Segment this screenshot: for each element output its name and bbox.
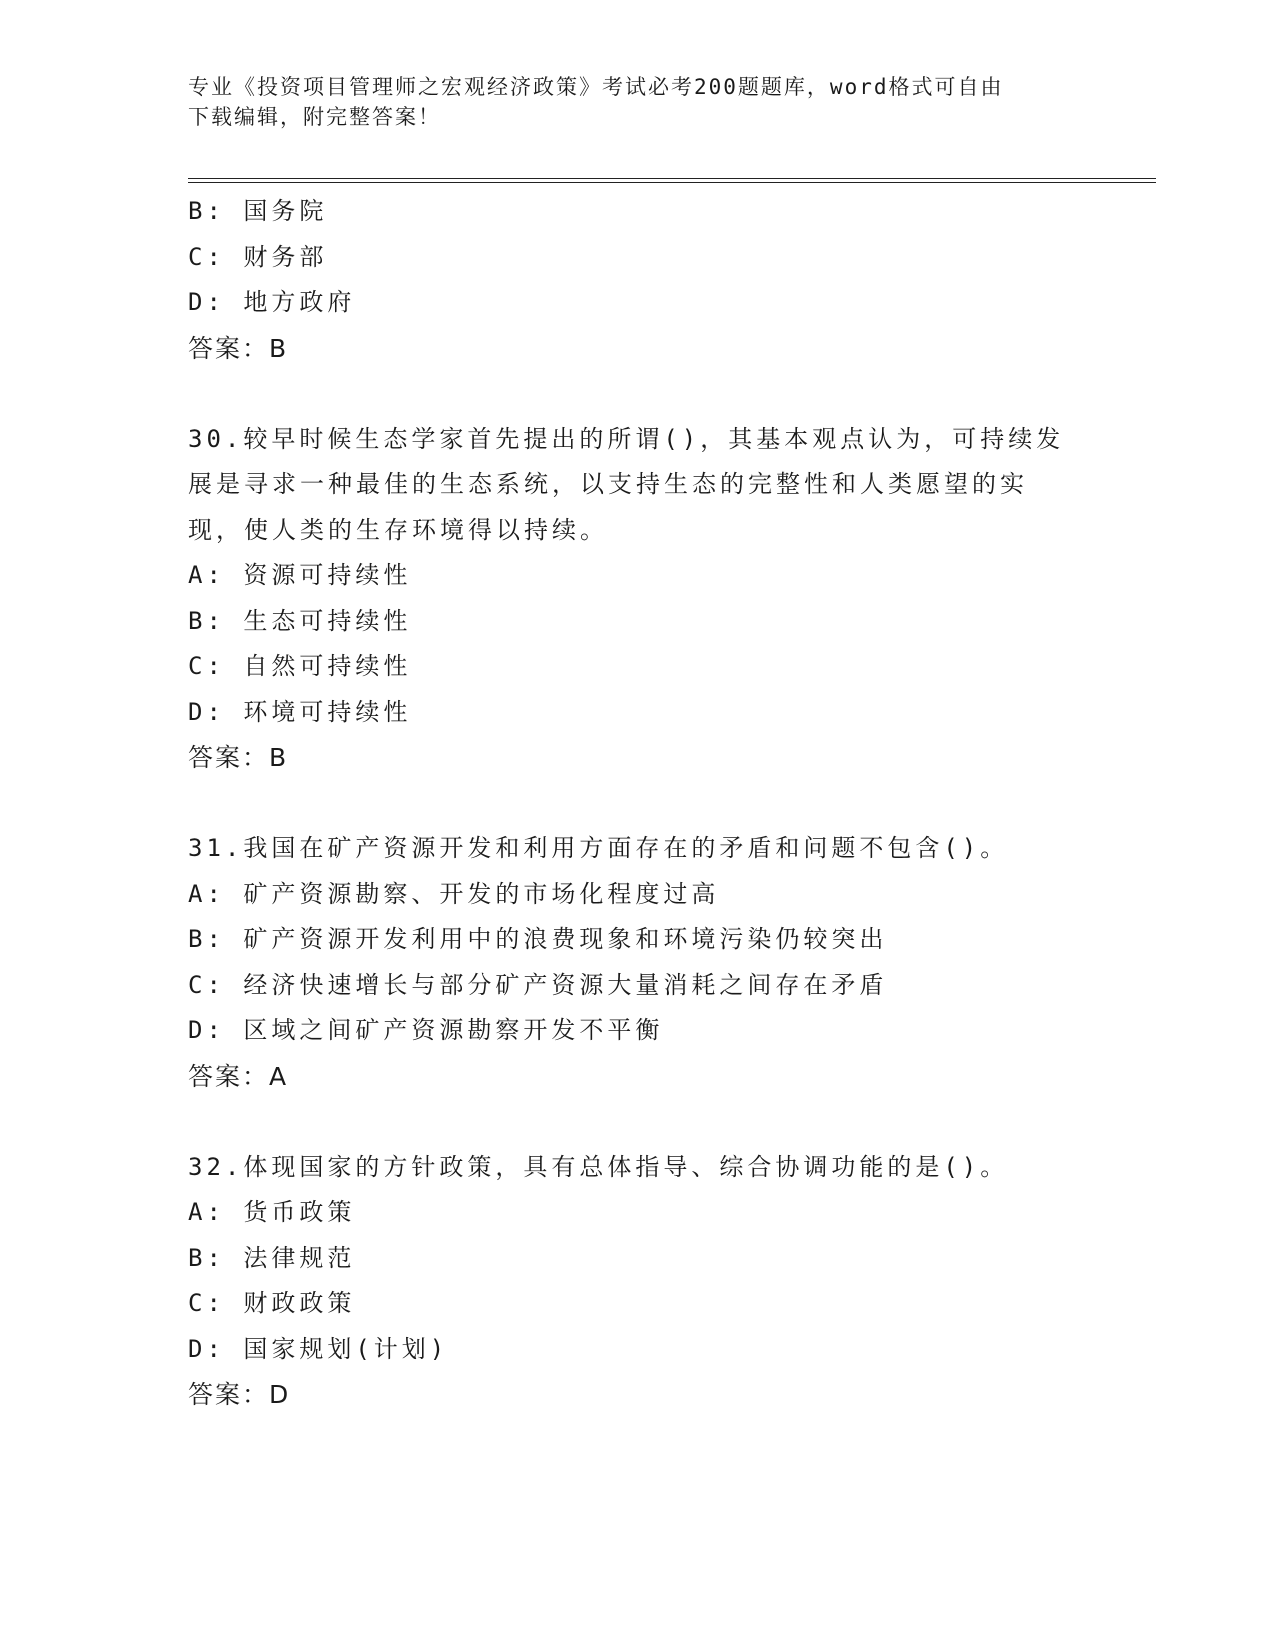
answer: 答案：B [188,743,289,772]
option-a: A: 货币政策 [188,1198,356,1226]
answer: 答案：D [188,1380,291,1409]
option-d: D: 地方政府 [188,288,356,316]
question-32 [188,1145,1088,1418]
option-b: B: 生态可持续性 [188,606,412,635]
question-30 [188,417,1088,781]
option-c: C: 财政政策 [188,1289,356,1317]
option-a: A: 矿产资源勘察、开发的市场化程度过高 [188,879,720,908]
question-stem-line: 现，使人类的生存环境得以持续。 [188,515,608,544]
question-stem-line: 展是寻求一种最佳的生态系统，以支持生态的完整性和人类愿望的实 [188,470,1028,498]
question-stem-line: 30.较早时候生态学家首先提出的所谓()，其基本观点认为，可持续发 [188,424,1065,453]
question-31 [188,826,1088,1099]
option-b: B: 法律规范 [188,1243,356,1272]
question-stem-line: 32.体现国家的方针政策，具有总体指导、综合协调功能的是()。 [188,1152,1009,1181]
option-d: D: 区域之间矿产资源勘察开发不平衡 [188,1016,664,1044]
document-body [188,189,1088,1418]
answer: 答案：B [188,333,289,363]
option-d: D: 环境可持续性 [188,697,412,726]
option-c: C: 经济快速增长与部分矿产资源大量消耗之间存在矛盾 [188,970,888,999]
option-a: A: 资源可持续性 [188,561,412,589]
option-b: B: 矿产资源开发利用中的浪费现象和环境污染仍较突出 [188,925,888,953]
option-c: C: 财务部 [188,242,328,271]
answer: 答案：A [188,1061,289,1091]
option-c: C: 自然可持续性 [188,652,412,680]
option-b: B: 国务院 [188,197,328,225]
option-d: D: 国家规划(计划) [188,1334,449,1363]
question-stem-line: 31.我国在矿产资源开发和利用方面存在的矛盾和问题不包含()。 [188,834,1009,862]
document-header [188,72,1068,132]
question-29-continued [188,189,1088,371]
header-line-1: 专业《投资项目管理师之宏观经济政策》考试必考200题题库，word格式可自由 [188,75,1004,99]
header-divider [188,178,1156,183]
header-line-2: 下载编辑，附完整答案！ [188,105,441,129]
